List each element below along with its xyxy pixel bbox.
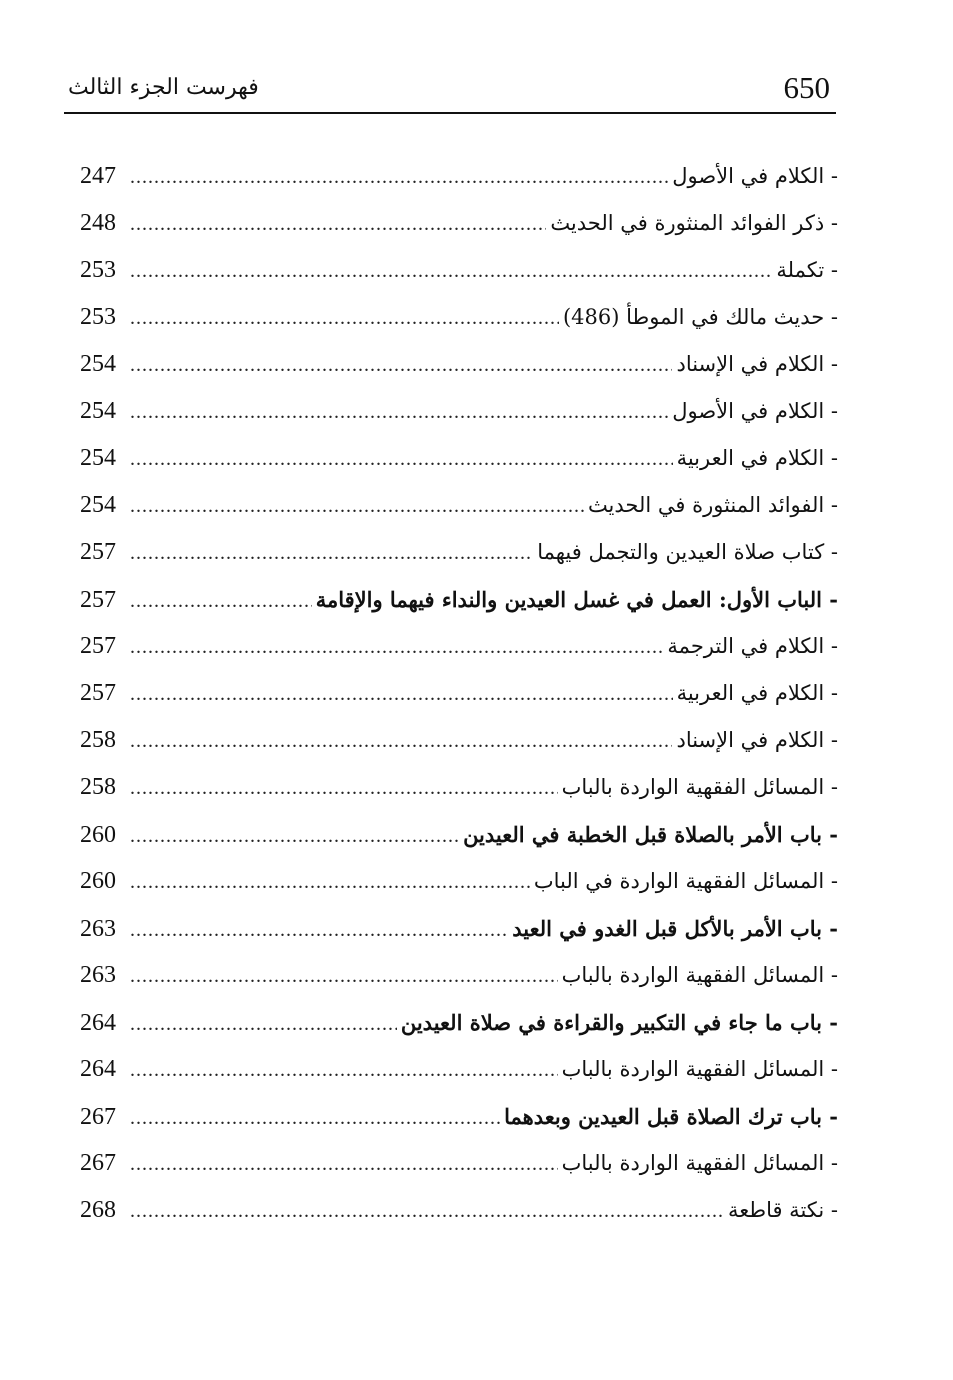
dot-leader <box>130 389 668 436</box>
dot-leader <box>130 436 673 483</box>
dot-leader <box>130 342 672 389</box>
entry-title: - الكلام في الترجمة <box>667 634 838 658</box>
dot-leader <box>130 295 559 342</box>
toc-entry <box>80 670 838 717</box>
dot-leader <box>130 813 459 860</box>
dot-leader <box>130 953 558 1000</box>
entry-title: - تكملة <box>776 258 838 282</box>
running-title: فهرست الجزء الثالث <box>68 75 259 100</box>
toc-entry <box>80 764 838 811</box>
page-header <box>64 66 836 114</box>
entry-page-number: 258 <box>80 774 116 800</box>
entry-title: - حديث مالك في الموطأ (486) <box>562 305 838 329</box>
entry-page-number: 260 <box>80 822 116 848</box>
entry-title: - الكلام في الأصول <box>672 399 838 423</box>
entry-page-number: 258 <box>80 727 116 753</box>
entry-page-number: 267 <box>80 1150 116 1176</box>
entry-page-number: 263 <box>80 916 116 942</box>
page-number: 650 <box>783 70 830 105</box>
entry-page-number: 247 <box>80 163 116 189</box>
toc-entry <box>80 717 838 764</box>
dot-leader <box>130 201 546 248</box>
dot-leader <box>130 1188 724 1235</box>
table-of-contents <box>80 153 838 1234</box>
entry-title: - باب ترك الصلاة قبل العيدين وبعدهما <box>504 1104 838 1129</box>
toc-entry <box>80 1046 838 1093</box>
entry-title: - نكتة قاطعة <box>727 1198 838 1222</box>
toc-entry <box>80 341 838 388</box>
entry-title: - الفوائد المنثورة في الحديث <box>587 493 838 517</box>
dot-leader <box>130 578 312 625</box>
toc-entry <box>80 1187 838 1234</box>
dot-leader <box>130 859 530 906</box>
toc-entry <box>80 999 838 1046</box>
entry-title: - كتاب صلاة العيدين والتجمل فيهما <box>537 540 838 564</box>
entry-page-number: 264 <box>80 1010 116 1036</box>
entry-title: - باب الأمر بالصلاة قبل الخطبة في العيدين <box>463 822 838 847</box>
entry-page-number: 260 <box>80 868 116 894</box>
dot-leader <box>130 1141 558 1188</box>
dot-leader <box>130 1047 558 1094</box>
entry-title: - باب ما جاء في التكبير والقراءة في صلاة العيدين <box>400 1010 838 1035</box>
entry-page-number: 257 <box>80 539 116 565</box>
toc-entry <box>80 435 838 482</box>
dot-leader <box>130 907 508 954</box>
entry-page-number: 263 <box>80 962 116 988</box>
dot-leader <box>130 624 663 671</box>
entry-page-number: 248 <box>80 210 116 236</box>
toc-entry <box>80 294 838 341</box>
entry-title: - المسائل الفقهية الواردة في الباب <box>533 869 838 893</box>
dot-leader <box>130 718 672 765</box>
toc-entry <box>80 1140 838 1187</box>
dot-leader <box>130 671 673 718</box>
dot-leader <box>130 483 584 530</box>
dot-leader <box>130 248 772 295</box>
toc-entry <box>80 952 838 999</box>
toc-entry <box>80 1093 838 1140</box>
entry-page-number: 264 <box>80 1056 116 1082</box>
entry-title: - الكلام في الأصول <box>672 164 838 188</box>
entry-page-number: 253 <box>80 304 116 330</box>
entry-page-number: 253 <box>80 257 116 283</box>
toc-entry <box>80 858 838 905</box>
entry-page-number: 257 <box>80 633 116 659</box>
toc-entry <box>80 200 838 247</box>
toc-entry <box>80 576 838 623</box>
entry-page-number: 257 <box>80 587 116 613</box>
entry-page-number: 254 <box>80 445 116 471</box>
toc-entry <box>80 529 838 576</box>
toc-entry <box>80 811 838 858</box>
toc-entry <box>80 247 838 294</box>
entry-title: - الكلام في الإسناد <box>676 352 838 376</box>
toc-entry <box>80 153 838 200</box>
entry-title: - المسائل الفقهية الواردة بالباب <box>561 775 838 799</box>
dot-leader <box>130 530 533 577</box>
entry-title: - الكلام في الإسناد <box>676 728 838 752</box>
toc-entry <box>80 482 838 529</box>
entry-title: - الباب الأول: العمل في غسل العيدين والنداء فيهما والإقامة <box>315 587 838 612</box>
toc-entry <box>80 388 838 435</box>
entry-page-number: 257 <box>80 680 116 706</box>
entry-title: - المسائل الفقهية الواردة بالباب <box>561 1151 838 1175</box>
entry-title: - المسائل الفقهية الواردة بالباب <box>561 1057 838 1081</box>
dot-leader <box>130 154 668 201</box>
entry-page-number: 254 <box>80 351 116 377</box>
entry-page-number: 268 <box>80 1197 116 1223</box>
dot-leader <box>130 765 558 812</box>
entry-page-number: 254 <box>80 398 116 424</box>
dot-leader <box>130 1095 500 1142</box>
entry-title: - ذكر الفوائد المنثورة في الحديث <box>550 211 838 235</box>
entry-title: - الكلام في العربية <box>676 681 838 705</box>
entry-title: - باب الأمر بالأكل قبل الغدو في العيد <box>512 916 838 941</box>
entry-page-number: 254 <box>80 492 116 518</box>
toc-entry <box>80 623 838 670</box>
toc-entry <box>80 905 838 952</box>
dot-leader <box>130 1001 397 1048</box>
entry-title: - الكلام في العربية <box>676 446 838 470</box>
entry-page-number: 267 <box>80 1104 116 1130</box>
entry-title: - المسائل الفقهية الواردة بالباب <box>561 963 838 987</box>
